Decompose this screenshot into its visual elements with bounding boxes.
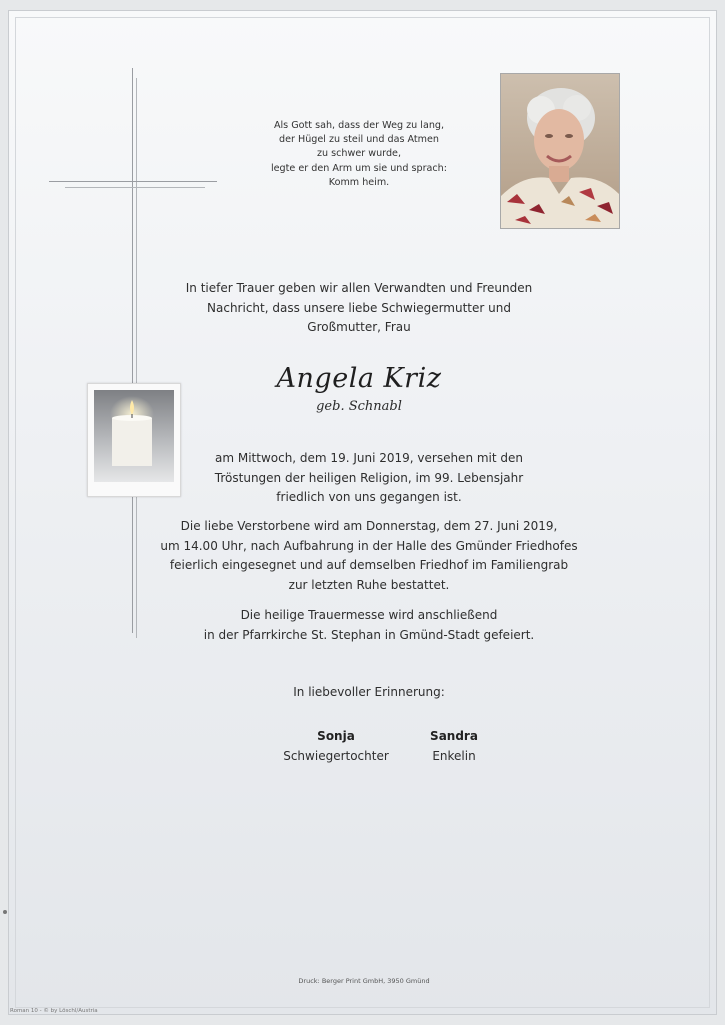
poem-line: der Hügel zu steil und das Atmen — [279, 134, 439, 146]
announcement — [159, 279, 559, 338]
paragraph-line: in der Pfarrkirche St. Stephan in Gmünd-Stadt gefeiert. — [203, 627, 535, 642]
maiden-name: geb. Schnabl — [316, 399, 402, 414]
mourner — [271, 727, 401, 766]
model-code: Roman 10 - © by Löschl/Austria — [10, 1008, 98, 1014]
mass-paragraph — [149, 606, 589, 645]
funeral-paragraph — [149, 517, 589, 595]
poem-line: Komm heim. — [328, 176, 390, 188]
deceased-name: Angela Kriz — [276, 363, 442, 394]
death-paragraph — [149, 449, 589, 508]
paragraph-line: um 14.00 Uhr, nach Aufbahrung in der Halle des Gmünder Friedhofes — [160, 538, 578, 553]
parte-sheet — [8, 10, 717, 1015]
paragraph-line: zur letzten Ruhe bestattet. — [288, 577, 450, 592]
mourner-relation: Schwiegertochter — [283, 748, 389, 763]
margin-dot — [3, 910, 7, 914]
mourner-relation: Enkelin — [432, 748, 476, 763]
mourner-name: Sandra — [430, 729, 478, 743]
mourner-name: Sonja — [317, 729, 355, 743]
paragraph-line: Tröstungen der heiligen Religion, im 99. Lebensjahr — [214, 470, 524, 485]
memory-line: In liebevoller Erinnerung: — [293, 685, 445, 699]
poem — [249, 119, 469, 190]
poem-line: legte er den Arm um sie und sprach: — [270, 162, 447, 174]
portrait-photo — [500, 73, 620, 229]
mourner — [409, 727, 499, 766]
poem-line: zu schwer wurde, — [316, 148, 401, 160]
announcement-line: Großmutter, Frau — [307, 320, 411, 334]
paragraph-line: Die heilige Trauermesse wird anschließend — [240, 608, 498, 622]
poem-line: Als Gott sah, dass der Weg zu lang, — [273, 120, 445, 131]
paragraph-line: friedlich von uns gegangen ist. — [276, 490, 462, 504]
announcement-line: Nachricht, dass unsere liebe Schwiegermutter und — [207, 300, 511, 315]
printer-credit: Druck: Berger Print GmbH, 3950 Gmünd — [298, 977, 430, 985]
paragraph-line: am Mittwoch, dem 19. Juni 2019, versehen mit den — [214, 451, 524, 465]
paragraph-line: feierlich eingesegnet und auf demselben Friedhof im Familiengrab — [169, 558, 569, 572]
paragraph-line: Die liebe Verstorbene wird am Donnerstag, dem 27. Juni 2019, — [180, 519, 558, 533]
announcement-line: In tiefer Trauer geben wir allen Verwandten und Freunden — [185, 281, 533, 295]
